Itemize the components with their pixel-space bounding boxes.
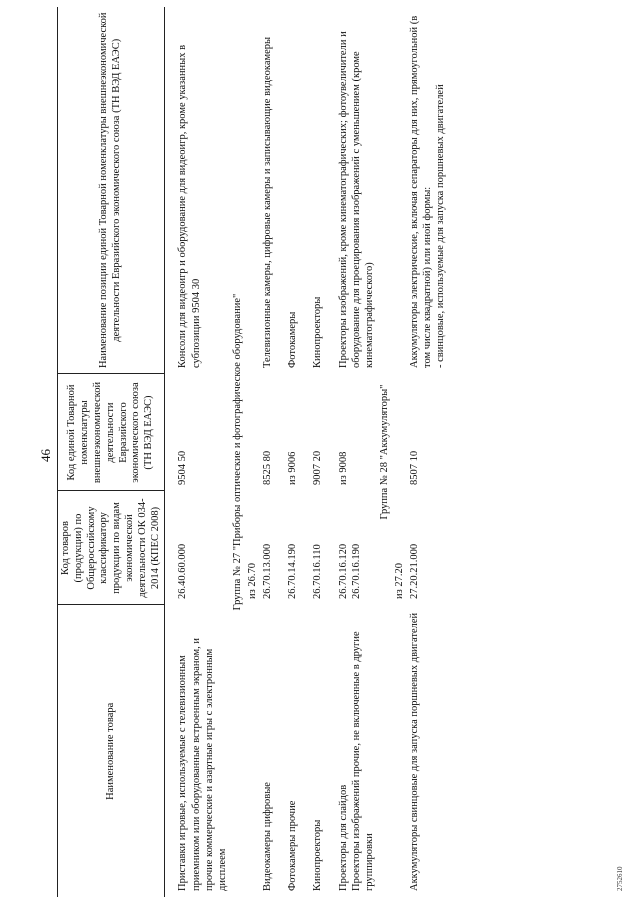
table-header-row bbox=[58, 7, 165, 897]
header-product-name: Наименование товара bbox=[58, 605, 165, 897]
tnved-code: 8507 10 bbox=[409, 450, 421, 485]
product-name: Фотокамеры прочие bbox=[287, 800, 299, 891]
okpd-code: 26.70.13.000 bbox=[262, 543, 274, 599]
table-row bbox=[175, 7, 230, 897]
okpd-code: 26.40.60.000 bbox=[177, 543, 189, 599]
group-subcode-row bbox=[392, 7, 407, 897]
group-heading-row bbox=[230, 7, 245, 897]
okpd-code: 26.70.16.110 bbox=[312, 544, 324, 599]
product-name: Приставки игровые, используемые с телевизионным приемником или оборудованные встроенным экраном, и прочие коммерческие и азартные игры с электронным дисплеем bbox=[177, 637, 228, 891]
tnved-description: Проекторы изображений, кроме кинематографических; фотоувеличители и оборудование для проецирования изображений с уменьшением (кроме кинематографического) bbox=[337, 31, 375, 368]
document-code: 2752610 bbox=[616, 866, 624, 891]
product-name: Видеокамеры цифровые bbox=[262, 782, 274, 891]
tnved-code: 8525 80 bbox=[262, 450, 274, 485]
tnved-description-item: - свинцовые, используемые для запуска поршневых двигателей bbox=[435, 84, 447, 368]
tnved-description: Фотокамеры bbox=[287, 311, 299, 368]
group-27-subcode: из 26.70 bbox=[247, 562, 258, 599]
tnved-code: 9504 50 bbox=[177, 450, 189, 485]
okpd-code: 26.70.16.120 bbox=[337, 543, 349, 599]
table-row bbox=[260, 7, 275, 897]
table-row bbox=[336, 7, 377, 897]
tnved-code: из 9006 bbox=[287, 451, 299, 485]
group-28-title: Группа № 28 "Аккумуляторы" bbox=[378, 384, 390, 520]
header-tnved-code: Код единой Товарной номенклатуры внешнеэкономической деятельности Евразийского экономического союза (ТН ВЭД ЕАЭС) bbox=[58, 374, 165, 491]
tnved-description: Кинопроекторы bbox=[312, 296, 324, 368]
okpd-code-secondary: 26.70.16.190 bbox=[350, 543, 362, 599]
okpd-code: 27.20.21.000 bbox=[409, 543, 421, 599]
header-tnved-description: Наименование позиции единой Товарной номенклатуры внешнеэкономической деятельности Евразийского экономического союза (ТН ВЭД ЕАЭС) bbox=[58, 7, 165, 374]
table-row bbox=[285, 7, 300, 897]
tnved-description: Консоли для видеоигр и оборудование для видеоигр, кроме указанных в субпозиции 9504 30 bbox=[177, 44, 202, 368]
group-subcode-row bbox=[245, 7, 260, 897]
table-row bbox=[310, 7, 325, 897]
group-27-title: Группа № 27 "Приборы оптические и фотографическое оборудование" bbox=[231, 293, 243, 611]
tnved-code: из 9008 bbox=[337, 451, 349, 485]
tnved-code: 9007 20 bbox=[312, 450, 324, 485]
table-row bbox=[407, 7, 448, 897]
classification-table bbox=[57, 7, 449, 897]
product-name: Аккумуляторы свинцовые для запуска поршневых двигателей bbox=[409, 612, 421, 891]
product-name: Проекторы для слайдов bbox=[337, 784, 349, 891]
header-okpd-code: Код товаров (продукции) по Общероссийскому классификатору продукции по видам экономической деятельности ОК 034-2014 (КПЕС 2008) bbox=[58, 491, 165, 605]
group-heading-row bbox=[377, 7, 392, 897]
page-number: 46 bbox=[38, 449, 53, 462]
product-name: Кинопроекторы bbox=[312, 819, 324, 891]
tnved-description: Телевизионные камеры, цифровые камеры и записывающие видеокамеры bbox=[262, 36, 274, 368]
tnved-description: Аккумуляторы электрические, включая сепараторы для них, прямоугольной (в том числе квадратной) или иной формы: bbox=[409, 15, 434, 368]
group-28-subcode: из 27.20 bbox=[394, 562, 405, 599]
okpd-code: 26.70.14.190 bbox=[287, 543, 299, 599]
product-name-secondary: Проекторы изображений прочие, не включенные в другие группировки bbox=[350, 631, 375, 891]
